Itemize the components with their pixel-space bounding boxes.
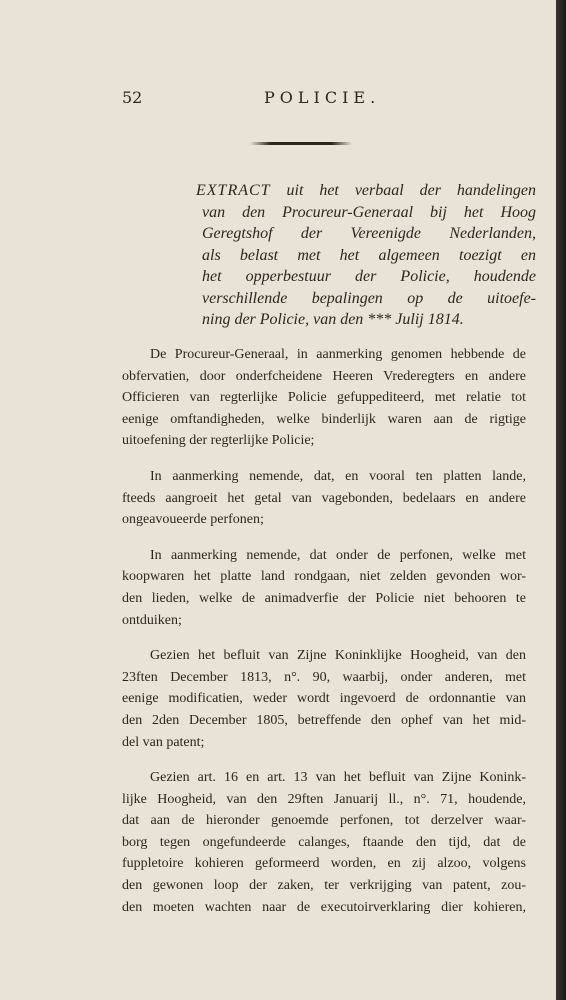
text-line: del van patent;: [122, 734, 205, 750]
text-line: ontduiken;: [122, 612, 182, 628]
text-line: fteeds aangroeit het getal van vagebonden, bedelaars en andere: [122, 490, 526, 506]
paragraph: [122, 466, 526, 531]
text-line: den 2den December 1805, betreffende den ophef van het mid-: [122, 712, 526, 728]
extract-line: Geregtshof der Vereenigde Nederlanden,: [202, 225, 536, 242]
text-line: koopwaren het platte land rondgaan, niet zelden gevonden wor-: [122, 569, 526, 585]
text-line: Gezien art. 16 en art. 13 van het befluit van Zijne Konink-: [150, 770, 526, 786]
running-title: POLICIE.: [264, 88, 381, 107]
text-line: borg tegen ongefundeerde calanges, ftaande den tijd, dat de: [122, 834, 526, 850]
text-line: obfervatien, door onderfcheidene Heeren Vrederegters en andere: [122, 368, 526, 384]
paragraph: [122, 344, 526, 452]
text-line: lijke Hoogheid, van den 29ften Januarij ll., n°. 71, houdende,: [122, 791, 526, 807]
extract-line: als belast met het algemeen toezigt en: [202, 246, 536, 264]
text-line: den moeten wachten naar de executoirverklaring dier kohieren,: [122, 899, 526, 915]
paragraph: [122, 545, 526, 631]
extract-line: verschillende bepalingen op de uitoefe-: [202, 289, 536, 307]
paragraph: [122, 767, 526, 918]
text-line: uitoefening der regterlijke Policie;: [122, 433, 315, 449]
text-line: ongeavoueerde perfonen;: [122, 512, 264, 528]
paragraph: [122, 645, 526, 753]
text-line: dat aan de hieronder genoemde perfonen, tot derzelver waar-: [122, 813, 526, 829]
text-line: In aanmerking nemende, dat onder de perfonen, welke met: [150, 547, 526, 563]
extract-line: EXTRACT uit het verbaal der handelingen: [196, 182, 536, 199]
extract-line: ning der Policie, van den *** Julij 1814.: [202, 311, 464, 328]
text-line: den lieden, welke de animadverfie der Policie niet behooren te: [122, 590, 526, 606]
body-text: [122, 344, 526, 932]
text-line: eenige modificatien, weder wordt ingevoerd de ordonnantie van: [122, 691, 526, 707]
ornamental-rule: [250, 142, 352, 145]
text-line: In aanmerking nemende, dat, en vooral ten platten lande,: [150, 468, 526, 484]
text-line: De Procureur-Generaal, in aanmerking genomen hebbende de: [150, 347, 526, 362]
extract-line: van den Procureur-Generaal bij het Hoog: [202, 203, 536, 221]
text-line: fuppletoire kohieren geformeerd worden, en zij alzoo, volgens: [122, 856, 526, 872]
page-edge: [556, 0, 566, 1000]
extract-heading: [196, 180, 536, 331]
page-number: 52: [122, 88, 143, 107]
extract-line: het opperbestuur der Policie, houdende: [202, 268, 536, 285]
text-line: eenige omftandigheden, welke binderlijk waren aan de rigtige: [122, 411, 526, 427]
text-line: 23ften December 1813, n°. 90, waarbij, onder anderen, met: [122, 669, 526, 685]
text-line: den gewonen loop der zaken, ter verkrijging van patent, zou-: [122, 878, 526, 894]
text-line: Officieren van regterlijke Policie gefuppediteerd, met relatie tot: [122, 390, 526, 406]
text-line: Gezien het befluit van Zijne Koninklijke Hoogheid, van den: [150, 648, 526, 664]
extract-lead: EXTRACT: [196, 182, 271, 199]
